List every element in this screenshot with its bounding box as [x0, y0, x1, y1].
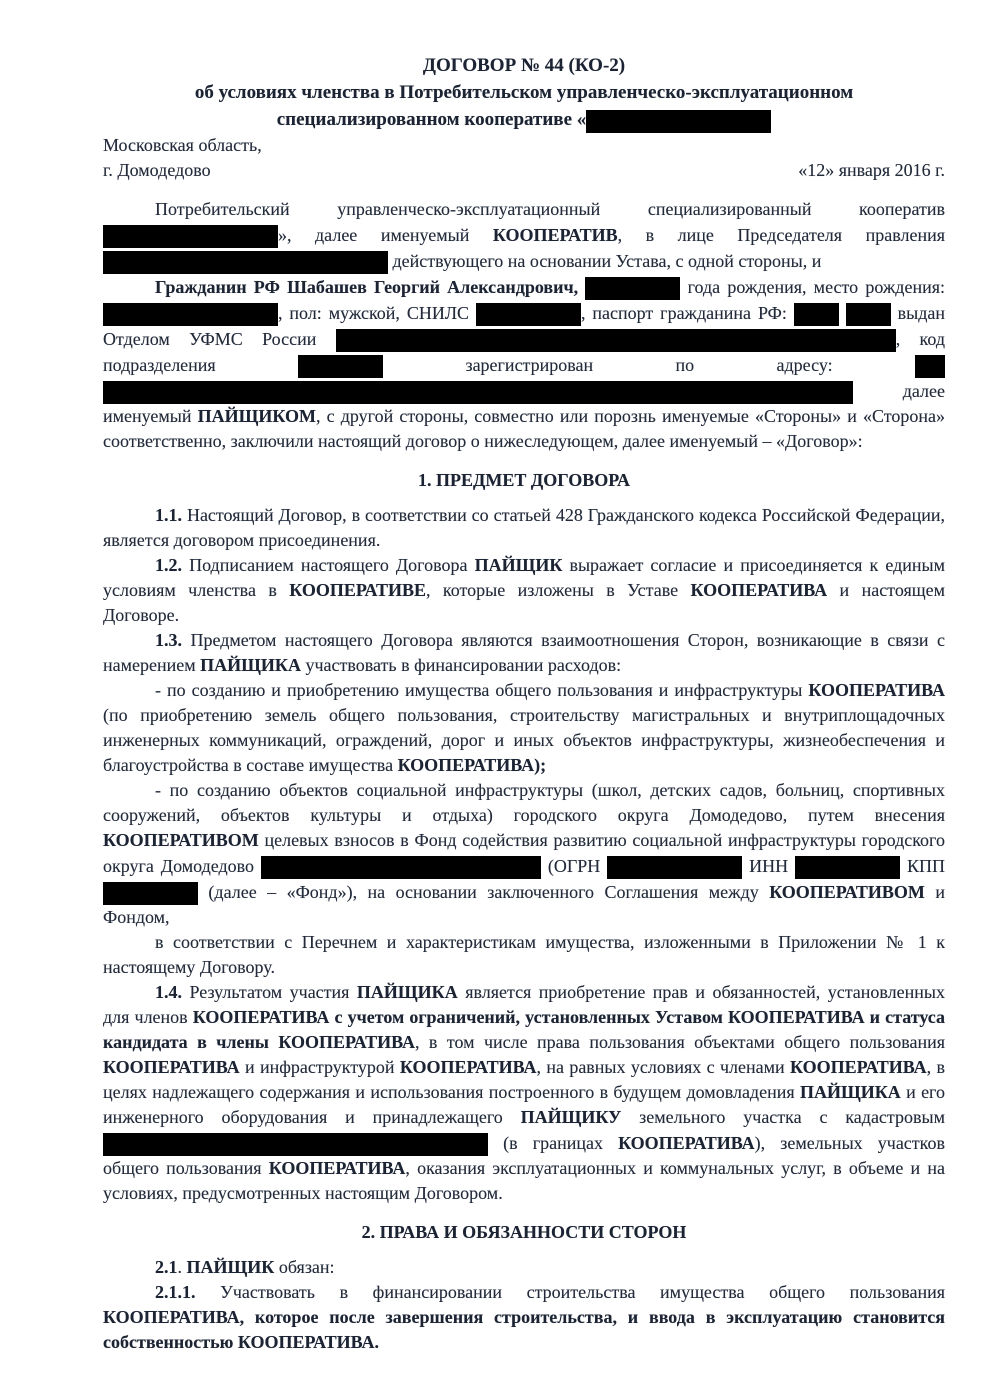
doc-title — [103, 52, 945, 133]
doc-body — [103, 197, 945, 1355]
bold-text: ПАЙЩИКА — [799, 1082, 901, 1102]
paragraph: Потребительский управленческо-эксплуатационный специализированный кооператив », далее именуемый КООПЕРАТИВ, в лице Председателя правления действующего на основании Устава, с одной стороны, и — [103, 197, 945, 274]
section-heading — [103, 52, 945, 79]
paragraph: 1.3. Предметом настоящего Договора являются взаимоотношения Сторон, возникающие в связи с намерением ПАЙЩИКА участвовать в финансировании расходов: — [103, 630, 945, 675]
paragraph: Гражданин РФ Шабашев Георгий Александрович, года рождения, место рождения: , пол: мужской, СНИЛС , паспорт гражданина РФ: выдан Отделом УФМС России , код подразделения зарегистрирован по адресу: далее именуемый ПАЙЩИКОМ, с другой стороны, совместно или порознь именуемые «Стороны» и «Сторона» соответственно, заключили настоящий договор о нижеследующем, далее именуемый – «Договор»: — [103, 277, 946, 451]
bold-text: ПАЙЩИКА — [356, 982, 458, 1002]
paragraph: 1.2. Подписанием настоящего Договора ПАЙЩИК выражает согласие и присоединяется к единым условиям членства в КООПЕРАТИВЕ, которые изложены в Уставе КООПЕРАТИВА и настоящем Договоре. — [103, 555, 946, 625]
paragraph: в соответствии с Перечнем и характеристикам имущества, изложенными в Приложении № 1 к настоящему Договору. — [103, 932, 945, 977]
bold-text: КООПЕРАТИВОМ — [769, 882, 925, 902]
section-heading — [103, 79, 945, 106]
redaction-box — [795, 856, 900, 879]
redaction-box — [103, 251, 388, 274]
redaction-box — [476, 303, 581, 326]
section-heading — [103, 106, 945, 133]
bold-text: КООПЕРАТИВА — [690, 580, 828, 600]
bold-text: КООПЕРАТИВА — [790, 1057, 927, 1077]
bold-text: ПАЙЩИКА — [200, 655, 301, 675]
redaction-box — [103, 381, 853, 404]
redaction-box — [298, 355, 383, 378]
paragraph: - по созданию объектов социальной инфраструктуры (школ, детских садов, больниц, спортивных сооружений, объектов культуры и отдыха) городского округа Домодедово, путем внесения КООПЕРАТИВОМ целевых взносов в Фонд содействия развитию социальной инфраструктуры городского округа Домодедово (ОГРН ИНН КПП (далее – «Фонд»), на основании заключенного Соглашения между КООПЕРАТИВОМ и Фондом, — [103, 780, 945, 927]
bold-text: 1.4. — [155, 982, 182, 1002]
paragraph: 2.1. ПАЙЩИК обязан: — [155, 1257, 335, 1277]
redaction-box — [846, 303, 891, 326]
bold-text: 2.1 — [155, 1257, 178, 1277]
bold-text: 1.3. — [155, 630, 182, 650]
bold-text: КООПЕРАТИВЕ — [289, 580, 426, 600]
redaction-box — [103, 1133, 488, 1156]
bold-text: 1.2. — [155, 555, 182, 575]
redaction-box — [585, 277, 680, 300]
bold-text: КООПЕРАТИВА); — [397, 755, 547, 775]
bold-text: специализированном кооперативе « — [276, 109, 587, 130]
place-lines — [103, 133, 262, 183]
place-date-block — [103, 133, 945, 183]
section-heading — [103, 468, 945, 493]
bold-text: 2. ПРАВА И ОБЯЗАННОСТИ СТОРОН — [361, 1222, 687, 1242]
redaction-box — [794, 303, 839, 326]
bold-text: 1.1. — [155, 505, 182, 525]
bold-text: КООПЕРАТИВА — [268, 1158, 406, 1178]
bold-text: КООПЕРАТИВА, которое после завершения строительства, и ввода в эксплуатацию становится собственностью КООПЕРАТИВА. — [103, 1307, 945, 1352]
bold-text: КООПЕРАТИВА — [808, 680, 945, 700]
place-region: Московская область, — [103, 135, 262, 155]
bold-text: КООПЕРАТИВА — [103, 1057, 240, 1077]
bold-text: 1. ПРЕДМЕТ ДОГОВОРА — [418, 470, 630, 490]
bold-text: ПАЙЩИК — [474, 555, 563, 575]
paragraph: 1.4. Результатом участия ПАЙЩИКА является приобретение прав и обязанностей, установленных для членов КООПЕРАТИВА с учетом ограничений, установленных Уставом КООПЕРАТИВА и статуса кандидата в члены КООПЕРАТИВА, в том числе права пользования объектами общего пользования КООПЕРАТИВА и инфраструктурой КООПЕРАТИВА, на равных условиях с членами КООПЕРАТИВА, в целях надлежащего содержания и использования построенного в будущем домовладения ПАЙЩИКА и его инженерного оборудования и принадлежащего ПАЙЩИКУ земельного участка с кадастровым (в границах КООПЕРАТИВА), земельных участков общего пользования КООПЕРАТИВА, оказания эксплуатационных и коммунальных услуг, в объеме и на условиях, предусмотренных настоящим Договором. — [103, 982, 946, 1203]
paragraph: 2.1.1. Участвовать в финансировании строительства имущества общего пользования КООПЕРАТИВА, которое после завершения строительства, и ввода в эксплуатацию становится собственностью КООПЕРАТИВА. — [103, 1282, 945, 1352]
bold-text: ДОГОВОР № 44 (КО-2) — [422, 55, 626, 76]
redaction-box — [103, 882, 198, 905]
bold-text: Гражданин РФ Шабашев Георгий Александрович, — [155, 277, 586, 297]
bold-text: КООПЕРАТИВА — [618, 1133, 755, 1153]
place-city: г. Домодедово — [103, 160, 211, 180]
bold-text: КООПЕРАТИВОМ — [103, 830, 259, 850]
paragraph: 1.1. Настоящий Договор, в соответствии со статьей 428 Гражданского кодекса Российской Федерации, является договором присоединения. — [103, 505, 945, 550]
redaction-box — [336, 329, 896, 352]
redaction-box — [607, 856, 742, 879]
redaction-box — [103, 225, 278, 248]
section-heading — [103, 1220, 945, 1245]
paragraph: - по созданию и приобретению имущества общего пользования и инфраструктуры КООПЕРАТИВА (по приобретению земель общего пользования, строительству магистральных и внутриплощадочных инженерных коммуникаций, ограждений, дорог и иных объектов инфраструктуры, жизнеобеспечения и благоустройства в составе имущества КООПЕРАТИВА); — [103, 680, 945, 775]
bold-text: 2.1.1. — [155, 1282, 196, 1302]
contract-date: «12» января 2016 г. — [798, 160, 945, 180]
bold-text: ПАЙЩИКОМ — [197, 406, 317, 426]
redaction-box — [915, 355, 945, 378]
redaction-box — [103, 303, 278, 326]
redaction-box — [261, 856, 541, 879]
bold-text: ПАЙЩИКУ — [520, 1107, 622, 1127]
bold-text: об условиях членства в Потребительском управленческо-эксплуатационном — [194, 82, 854, 103]
bold-text: ПАЙЩИК — [186, 1257, 275, 1277]
bold-text: КООПЕРАТИВА — [399, 1057, 537, 1077]
bold-text: КООПЕРАТИВ — [492, 225, 618, 245]
redaction-box — [586, 110, 771, 133]
bold-text: КООПЕРАТИВА с учетом ограничений, установленных Уставом КООПЕРАТИВА и статуса кандидата в члены КООПЕРАТИВА — [103, 1007, 946, 1052]
